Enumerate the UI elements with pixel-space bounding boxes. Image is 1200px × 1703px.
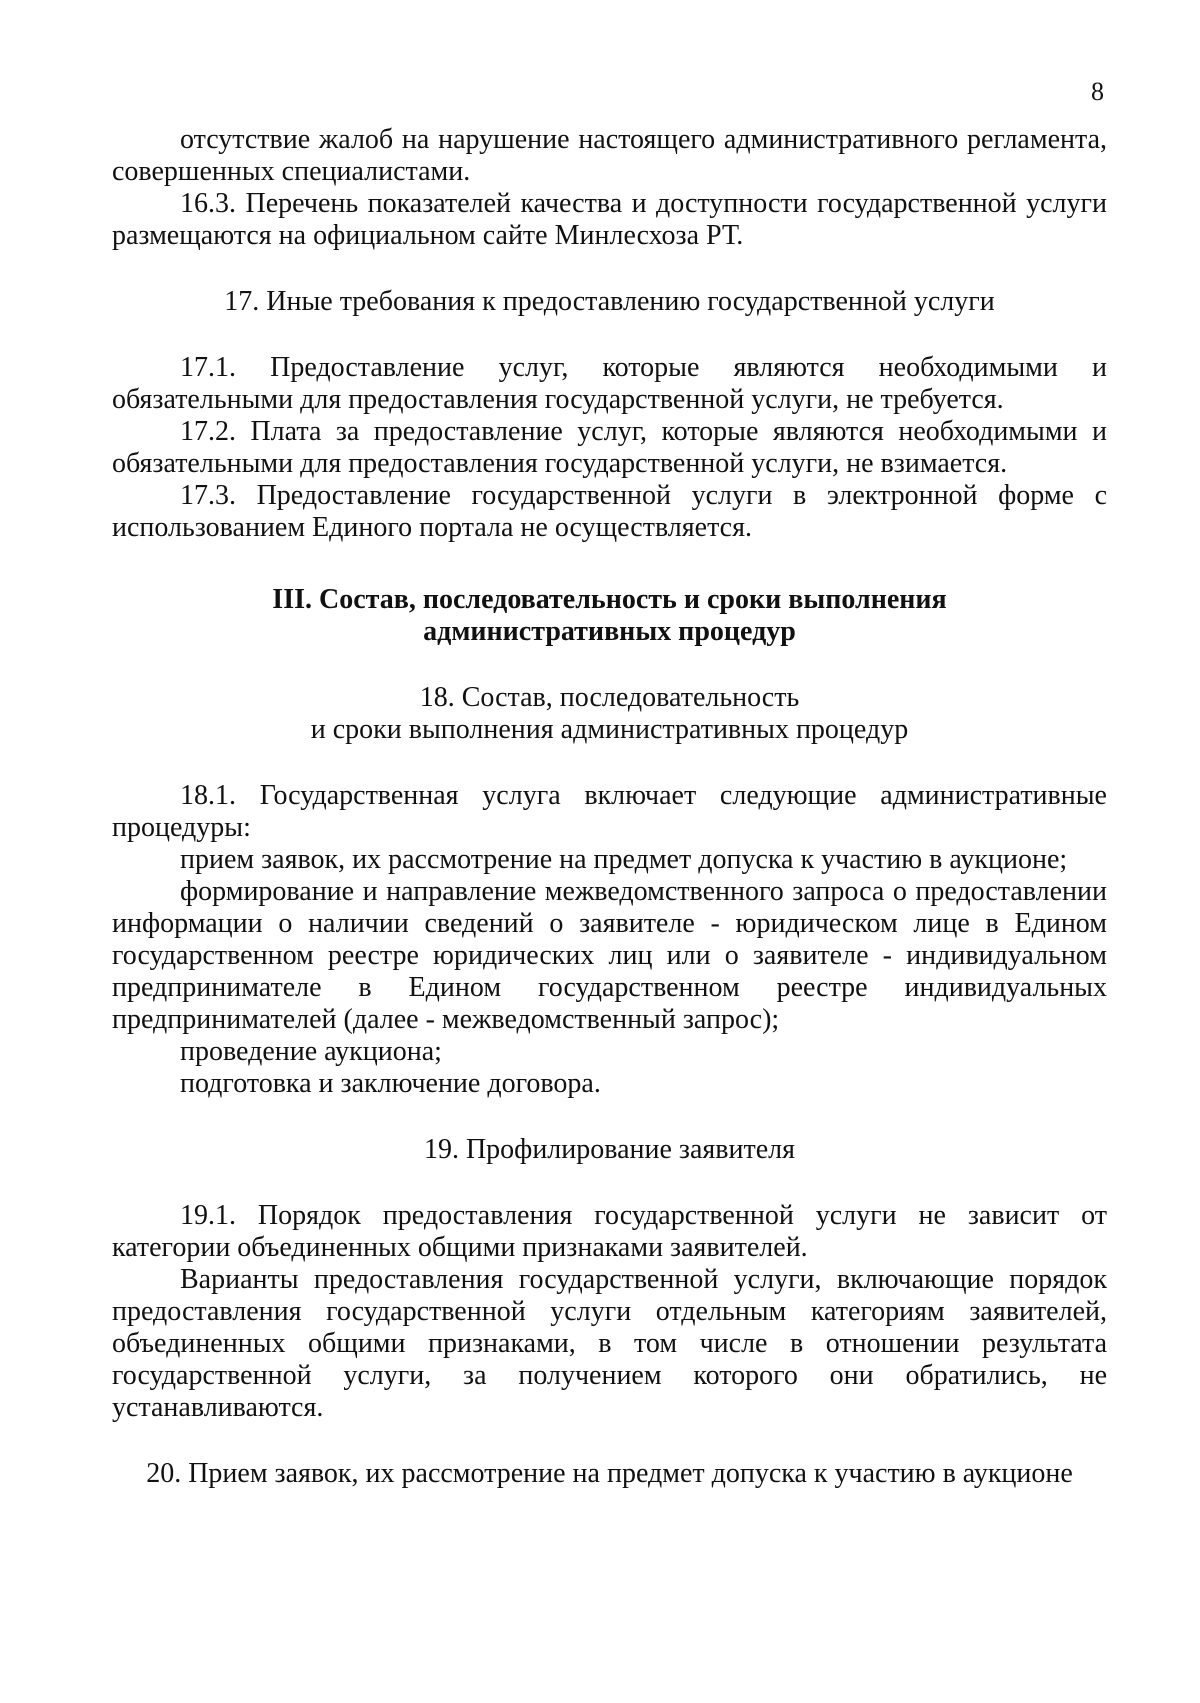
chapter-heading-3-line2: административных процедур: [423, 616, 796, 647]
list-item-interagency-request: формирование и направление межведомственного запроса о предоставлении информации о наличии сведений о заявителе - юридическом лице в Едином государственном реестре юридических лиц или о заявителе - индивидуальном предпринимателе в Едином государственном реестре индивидуальных предпринимателей (далее - межведомственный запрос);: [112, 876, 1107, 1035]
paragraph-19-variants: Варианты предоставления государственной услуги, включающие порядок предоставления государственной услуги отдельным категориям заявителей, объединенных общими признаками, в том числе в отношении результата государственной услуги, за получением которого они обратились, не устанавливаются.: [112, 1264, 1107, 1423]
page-number: 8: [1091, 77, 1104, 106]
section-heading-18-line1: 18. Состав, последовательность: [419, 682, 800, 713]
list-item-applications: прием заявок, их рассмотрение на предмет допуска к участию в аукционе;: [180, 844, 1068, 875]
section-heading-17: 17. Иные требования к предоставлению государственной услуги: [224, 286, 995, 317]
section-heading-19: 19. Профилирование заявителя: [423, 1134, 796, 1165]
paragraph-complaints: отсутствие жалоб на нарушение настоящего административного регламента, совершенных специалистами.: [112, 124, 1107, 187]
list-item-auction: проведение аукциона;: [180, 1036, 442, 1067]
paragraph-17-1: 17.1. Предоставление услуг, которые являются необходимыми и обязательными для предоставления государственной услуги, не требуется.: [112, 352, 1107, 415]
paragraph-17-3: 17.3. Предоставление государственной услуги в электронной форме с использованием Единого портала не осуществляется.: [112, 480, 1107, 543]
list-item-contract: подготовка и заключение договора.: [180, 1068, 601, 1099]
section-heading-18-line2: и сроки выполнения административных процедур: [310, 714, 909, 745]
paragraph-17-2: 17.2. Плата за предоставление услуг, которые являются необходимыми и обязательными для предоставления государственной услуги, не взимается.: [112, 416, 1107, 479]
paragraph-16-3: 16.3. Перечень показателей качества и доступности государственной услуги размещаются на официальном сайте Минлесхоза РТ.: [112, 188, 1107, 251]
section-heading-20: 20. Прием заявок, их рассмотрение на предмет допуска к участию в аукционе: [146, 1458, 1073, 1489]
paragraph-19-1: 19.1. Порядок предоставления государственной услуги не зависит от категории объединенных общими признаками заявителей.: [112, 1200, 1107, 1263]
chapter-heading-3-line1: III. Состав, последовательность и сроки выполнения: [272, 584, 947, 615]
document-body: [112, 124, 1107, 1490]
paragraph-18-1: 18.1. Государственная услуга включает следующие административные процедуры:: [112, 780, 1107, 843]
